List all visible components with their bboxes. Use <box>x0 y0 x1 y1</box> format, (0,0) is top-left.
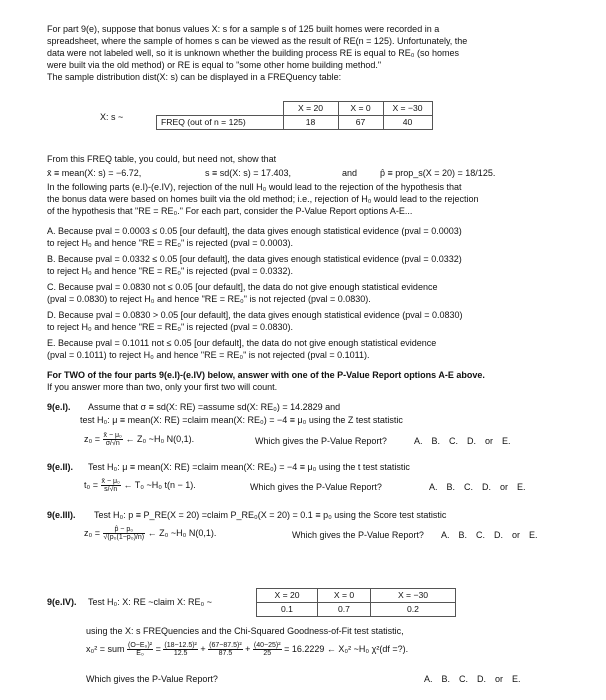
part-eiii-statistic <box>84 526 216 542</box>
freq-table-cell: 67 <box>338 116 383 130</box>
chi-term <box>253 642 282 658</box>
part-ei-line-2: test H₀: μ ≡ mean(X: RE) =claim mean(X: RE₀) = −4 ≡ μ₀ using the Z test statistic <box>80 415 403 425</box>
answer-option-or: or <box>512 530 521 540</box>
stats-sd: s ≡ sd(X: s) = 17.403, <box>205 168 292 178</box>
answer-option[interactable]: C. <box>476 530 486 540</box>
part-eiv-question: Which gives the P-Value Report? <box>86 674 218 684</box>
intro-line-3: data were not labeled well, so it is unknown whether the building process RE is equal to RE₀ (so homes <box>47 48 459 58</box>
chi-term-den: 25 <box>263 650 272 658</box>
part-eii-stat-lhs: t₀ = <box>84 480 98 491</box>
answer-option-or: or <box>500 482 509 492</box>
answer-option[interactable]: A. <box>414 436 423 446</box>
part-eiv-table-header: X = 0 <box>318 589 371 603</box>
answer-option[interactable]: B. <box>446 482 456 492</box>
part-eiii-line-1: Test H₀: p ≡ P_RE(X = 20) =claim P_RE₀(X = 20) = 0.1 ≡ p₀ using the Score test statistic <box>94 510 447 520</box>
part-eii-question: Which gives the P-Value Report? <box>250 482 382 492</box>
intro-line-5: The sample distribution dist(X: s) can be displayed in a FREQuency table: <box>47 72 342 82</box>
part-eiv-label: 9(e.IV). <box>47 597 77 607</box>
chi-term <box>127 642 153 658</box>
stats-prop: p̂ ≡ prop_s(X = 20) = 18/125. <box>380 168 496 178</box>
part-ei-frac-den: σ/√n <box>105 440 120 448</box>
chi-term-num: (67−87.5)² <box>209 642 242 649</box>
answer-option[interactable]: E. <box>529 530 538 540</box>
part-eiv-table-cell: 0.7 <box>318 603 371 617</box>
answer-option[interactable]: A. <box>441 530 450 540</box>
part-eiii-frac-num: p̂ − p₀ <box>103 526 146 534</box>
option-d-line-1: D. Because pval = 0.0830 > 0.05 [our default], the data gives enough statistical evidence (pval = 0.0830) <box>47 310 463 320</box>
option-e-line-2: (pval = 0.1011) to reject H₀ and hence "RE = RE₀" is not rejected (pval = 0.1011). <box>47 350 370 360</box>
option-a-line-1: A. Because pval = 0.0003 ≤ 0.05 [our default], the data gives enough statistical evidence (pval = 0.0003) <box>47 226 462 236</box>
answer-option[interactable]: E. <box>512 674 521 684</box>
answer-option[interactable]: C. <box>464 482 474 492</box>
part-ei-stat-rhs: ← Z₀ ~H₀ N(0,1). <box>125 434 195 445</box>
freq-table-cell: 18 <box>283 116 338 130</box>
answer-option[interactable]: B. <box>431 436 441 446</box>
chi-term-den: E₀ <box>136 650 144 658</box>
intro-line-1: For part 9(e), suppose that bonus values X: s for a sample s of 125 built homes were recorded in a <box>47 24 440 34</box>
answer-option-or: or <box>495 674 504 684</box>
directive-note: If you answer more than two, only your first two will count. <box>47 382 278 392</box>
part-eiv-line-1: Test H₀: X: RE ~claim X: RE₀ ~ <box>88 597 213 607</box>
part-eii-frac-num: x̄ − μ₀ <box>101 478 120 485</box>
answer-option-or: or <box>485 436 494 446</box>
option-a-line-2: to reject H₀ and hence "RE = RE₀" is rejected (pval = 0.0003). <box>47 238 293 248</box>
part-eii-statistic <box>84 478 196 494</box>
chi-term-num: (40−25)² <box>253 642 281 649</box>
option-d-line-2: to reject H₀ and hence "RE = RE₀" is rejected (pval = 0.0830). <box>47 322 293 332</box>
stats-mean: x̄ ≡ mean(X: s) = −6.72, <box>47 168 142 178</box>
part-eiv-table <box>256 588 456 617</box>
answer-option[interactable]: A. <box>429 482 438 492</box>
part-ei-fraction <box>103 432 123 448</box>
part-ei-line-1: Assume that σ ≡ sd(X: RE) =assume sd(X: RE₀) = 14.2829 and <box>88 402 341 412</box>
freq-table-header: X = −30 <box>383 102 432 116</box>
option-b-line-2: to reject H₀ and hence "RE = RE₀" is rejected (pval = 0.0332). <box>47 266 293 276</box>
part-eii-answer-options <box>420 482 526 494</box>
part-eiv-chi-formula: x₀² = sum $\frac{\text{(O−E₀)²}}{\text{E₀}}$ = $\frac{\text{(18−12.5)²}}{12.5}$ + $\frac{\text{(67−87.5)²}}{87.5}$ + $\frac{\text{(40−25)²}}{25}$ = 16.2229 ← X₀² ~H₀ χ²(df =?). <box>86 642 409 658</box>
answer-option[interactable]: E. <box>502 436 511 446</box>
part-eiii-question: Which gives the P-Value Report? <box>292 530 424 540</box>
answer-option[interactable]: D. <box>494 530 504 540</box>
answer-option[interactable]: E. <box>517 482 526 492</box>
freq-table-row-name: FREQ (out of n = 125) <box>157 116 284 130</box>
answer-option[interactable]: D. <box>477 674 487 684</box>
freq-table-header: X = 20 <box>283 102 338 116</box>
part-eiii-fraction <box>103 526 146 542</box>
part-eiii-frac-den: √(p₀(1−p₀)/n) <box>103 534 145 542</box>
part-ei-stat-lhs: z₀ = <box>84 434 100 445</box>
answer-option[interactable]: C. <box>459 674 469 684</box>
stats-lead: From this FREQ table, you could, but need not, show that <box>47 154 277 164</box>
chi-term <box>208 642 243 658</box>
part-ei-frac-num: x̄ − μ₀ <box>103 432 122 439</box>
chi-term-num: (18−12.5)² <box>164 642 197 649</box>
chi-term-den: 12.5 <box>173 650 188 658</box>
intro-line-2: spreadsheet, where the sample of homes s can be viewed as the result of RE(n = 125). Unfortunately, the <box>47 36 468 46</box>
part-eii-frac-den: s/√n <box>104 486 118 494</box>
answer-option[interactable]: B. <box>441 674 451 684</box>
freq-table <box>156 101 433 130</box>
answer-option[interactable]: D. <box>482 482 492 492</box>
part-ei-question: Which gives the P-Value Report? <box>255 436 387 446</box>
instructions-line-3: of the hypothesis that "RE = RE₀." For each part, consider the P-Value Report options A-E... <box>47 206 413 216</box>
part-eiv-chi-result: = 16.2229 ← X₀² ~H₀ χ²(df =?). <box>284 644 409 655</box>
part-eiv-using: using the X: s FREQuencies and the Chi-Squared Goodness-of-Fit test statistic, <box>86 626 404 636</box>
option-c-line-1: C. Because pval = 0.0830 not ≤ 0.05 [our default], the data do not give enough statistical evidence <box>47 282 438 292</box>
part-eiii-label: 9(e.III). <box>47 510 76 520</box>
part-eiii-answer-options <box>432 530 538 542</box>
part-eii-line-1: Test H₀: μ ≡ mean(X: RE) =claim mean(X: RE₀) = −4 ≡ μ₀ using the t test statistic <box>88 462 410 472</box>
freq-table-cell: 40 <box>383 116 432 130</box>
part-eii-fraction <box>101 478 121 494</box>
part-ei-label: 9(e.I). <box>47 402 71 412</box>
stats-and: and <box>342 168 358 178</box>
freq-table-corner <box>157 102 284 116</box>
part-eii-stat-rhs: ← T₀ ~H₀ t(n − 1). <box>123 480 196 491</box>
answer-option[interactable]: A. <box>424 674 433 684</box>
part-eiv-table-cell: 0.1 <box>257 603 318 617</box>
option-b-line-1: B. Because pval = 0.0332 ≤ 0.05 [our default], the data gives enough statistical evidence (pval = 0.0332) <box>47 254 462 264</box>
part-eiv-chi-lhs: x₀² = sum <box>86 644 125 655</box>
chi-term <box>163 642 198 658</box>
instructions-line-2: the bonus data were based on homes built via the old method; i.e., rejection of H₀ would lead to the rejection <box>47 194 479 204</box>
option-c-line-2: (pval = 0.0830) to reject H₀ and hence "RE = RE₀" is not rejected (pval = 0.0830). <box>47 294 371 304</box>
option-e-line-1: E. Because pval = 0.1011 not ≤ 0.05 [our default], the data do not give enough statistical evidence <box>47 338 437 348</box>
directive-bold: For TWO of the four parts 9(e.I)-(e.IV) below, answer with one of the P-Value Report options A-E above. <box>47 370 485 380</box>
chi-term-den: 87.5 <box>218 650 233 658</box>
part-ei-statistic <box>84 432 194 448</box>
freq-table-header: X = 0 <box>338 102 383 116</box>
intro-line-4: were built via the old method) or RE is equal to "some other home building method." <box>47 60 382 70</box>
part-eiii-stat-rhs: ← Z₀ ~H₀ N(0,1). <box>147 528 217 539</box>
answer-option[interactable]: B. <box>458 530 468 540</box>
instructions-line-1: In the following parts (e.I)-(e.IV), rejection of the null H₀ would lead to the rejection of the hypothesis that <box>47 182 462 192</box>
part-eiv-table-header: X = 20 <box>257 589 318 603</box>
freq-table-label: X: s ~ <box>100 112 124 122</box>
part-eii-label: 9(e.II). <box>47 462 74 472</box>
chi-term-num: (O−E₀)² <box>128 642 153 649</box>
part-ei-answer-options <box>405 436 511 448</box>
part-eiv-table-header: X = −30 <box>371 589 456 603</box>
part-eiv-answer-options <box>415 674 521 686</box>
answer-option[interactable]: D. <box>467 436 477 446</box>
part-eiv-table-cell: 0.2 <box>371 603 456 617</box>
answer-option[interactable]: C. <box>449 436 459 446</box>
part-eiii-stat-lhs: z₀ = <box>84 528 100 539</box>
